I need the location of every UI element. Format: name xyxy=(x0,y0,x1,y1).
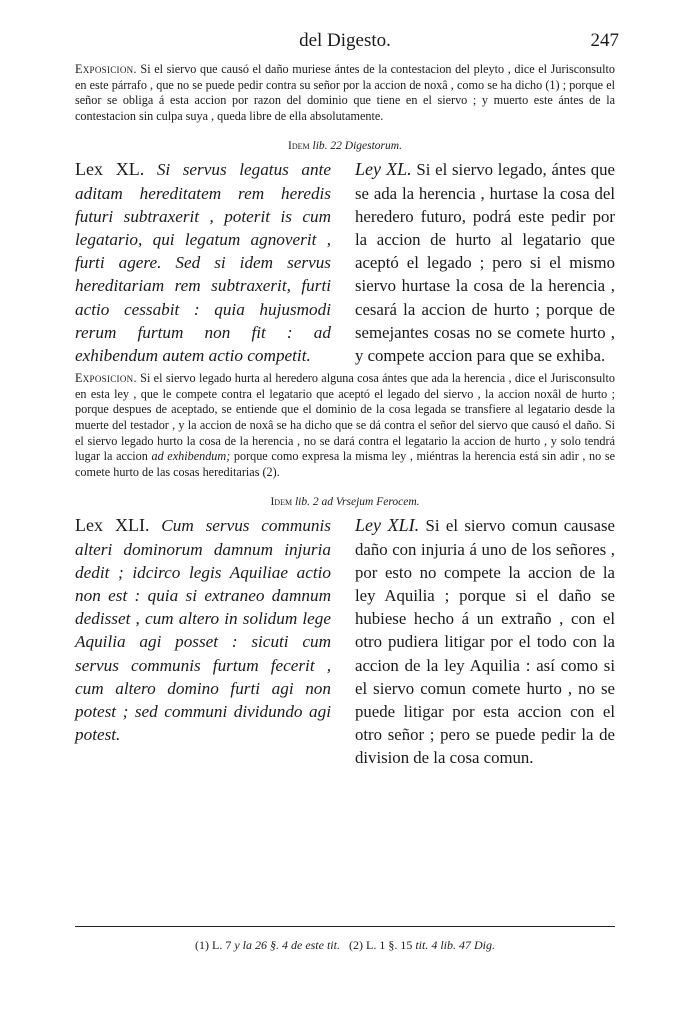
exposition-text: Si el siervo que causó el daño muriese ántes de la contestacion del pleyto , dice el Jurisconsulto en este párrafo , que no se puede pedir contra su señor por la accion de noxâ , como se ha dicho (1) ; porque el señor se obliga á esta accion por razon del dominio que tiene en el siervo ; y muerto este ántes de la contestacion sin culpa suya , queda libre de ella absolutamente. xyxy=(75,62,615,123)
footnotes xyxy=(75,938,615,953)
latin-column xyxy=(75,514,331,769)
latin-law-heading: Lex XLI. xyxy=(75,515,150,536)
source-citation xyxy=(75,496,615,508)
exposition-paragraph xyxy=(75,62,615,124)
source-reference: lib. 2 ad Vrsejum Ferocem. xyxy=(294,496,420,509)
exposition-label: Exposicion. xyxy=(75,62,137,76)
law-section-41 xyxy=(75,496,615,769)
source-reference: lib. 22 Digestorum. xyxy=(312,140,402,153)
spanish-law-heading: Ley XL. xyxy=(355,159,412,180)
source-label: Idem xyxy=(288,140,310,153)
latin-column xyxy=(75,158,331,367)
footnote-ref: L. 1 §. 15 xyxy=(365,938,413,952)
source-citation xyxy=(75,140,615,152)
spanish-law-text: Si el siervo comun causase daño con injuria á uno de los señores , por esto no compete la accion de la ley Aquilia ; porque si el daño se hubiese hecho á un extraño , con el otro pudiera litigar por el todo con la accion de la ley Aquilia : así como si el siervo comun comete hurto , no se puede litigar por esta accion con el otro señor ; pero se puede pedir la de division de la cosa comun. xyxy=(355,516,615,768)
latin-law-text: Cum servus communis alteri dominorum damnum injuria dedit ; idcirco legis Aquiliae actio non est : quia si extraneo damnum dedisset , cum altero in solidum lege Aquilia agi posset : sicuti cum servus communis furtum fecerit , cum altero domino furti agi non potest ; sed communi dividundo agi potest. xyxy=(75,516,331,745)
parallel-columns xyxy=(75,158,615,367)
spanish-law-heading: Ley XLI. xyxy=(355,515,420,536)
footnote-ref: L. 7 xyxy=(211,938,232,952)
latin-law-heading: Lex XL. xyxy=(75,159,145,180)
latin-law-text: Si servus legatus ante aditam hereditatem rem heredis futuri subtraxerit , poterit is cum legatario, qui legatum agnoverit , furti agere. Sed si idem servus hereditariam rem subtraxerit, furti actio cessabit : quia hujusmodi rerum furtum non fit : ad exhibendum autem actio competit. xyxy=(75,160,332,365)
parallel-columns xyxy=(75,514,615,769)
spanish-column xyxy=(355,158,615,367)
exposition-paragraph xyxy=(75,371,615,480)
spanish-column xyxy=(355,514,615,769)
exposition-italic-text: ad exhibendum; xyxy=(151,449,231,464)
spanish-law-text: Si el siervo legado, ántes que se ada la herencia , hurtase la cosa del heredero futuro, podrá este pedir por la accion de hurto al legatario que aceptó el legado ; pero si el mismo siervo hurtase la cosa de la herencia , cesará la accion de hurto ; porque de semejantes cosas no se comete hurto , y compete accion para que se exhiba. xyxy=(355,160,615,365)
law-section-40 xyxy=(75,140,615,367)
book-page xyxy=(75,28,619,770)
footnote-marker: (2) xyxy=(348,938,363,952)
running-title: del Digesto. xyxy=(299,30,391,51)
footnote-text: tit. 4 lib. 47 Dig. xyxy=(415,938,495,952)
footnote-divider xyxy=(75,926,615,927)
exposition-text-end: porque como expresa la misma ley , miéntras la herencia está sin adir , no se comete hurto de las cosas hereditarias (2). xyxy=(75,449,616,479)
exposition-label: Exposicion. xyxy=(75,371,137,386)
footnote-text: y la 26 §. 4 de este tit. xyxy=(234,938,340,952)
page-number: 247 xyxy=(590,30,619,51)
footnote-marker: (1) xyxy=(194,938,209,952)
source-label: Idem xyxy=(270,496,293,509)
exposition-text: Si el siervo legado hurta al heredero alguna cosa ántes que ada la herencia , dice el Jurisconsulto en esta ley , que le compete contra el legatario que aceptó el legado del siervo , la accion noxâl de hurto ; porque despues de aceptado, se entiende que el dominio de la cosa legada se transfiere al legatario desde la muerte del testador , y la accion de noxâ se ha dicho que se dá contra el señor del siervo que causó el daño. Si el siervo legado hurto la cosa de la herencia , no se dará contra el legatario la accion de hurto , y solo tendrá lugar la accion xyxy=(75,371,616,464)
running-header xyxy=(75,28,619,56)
